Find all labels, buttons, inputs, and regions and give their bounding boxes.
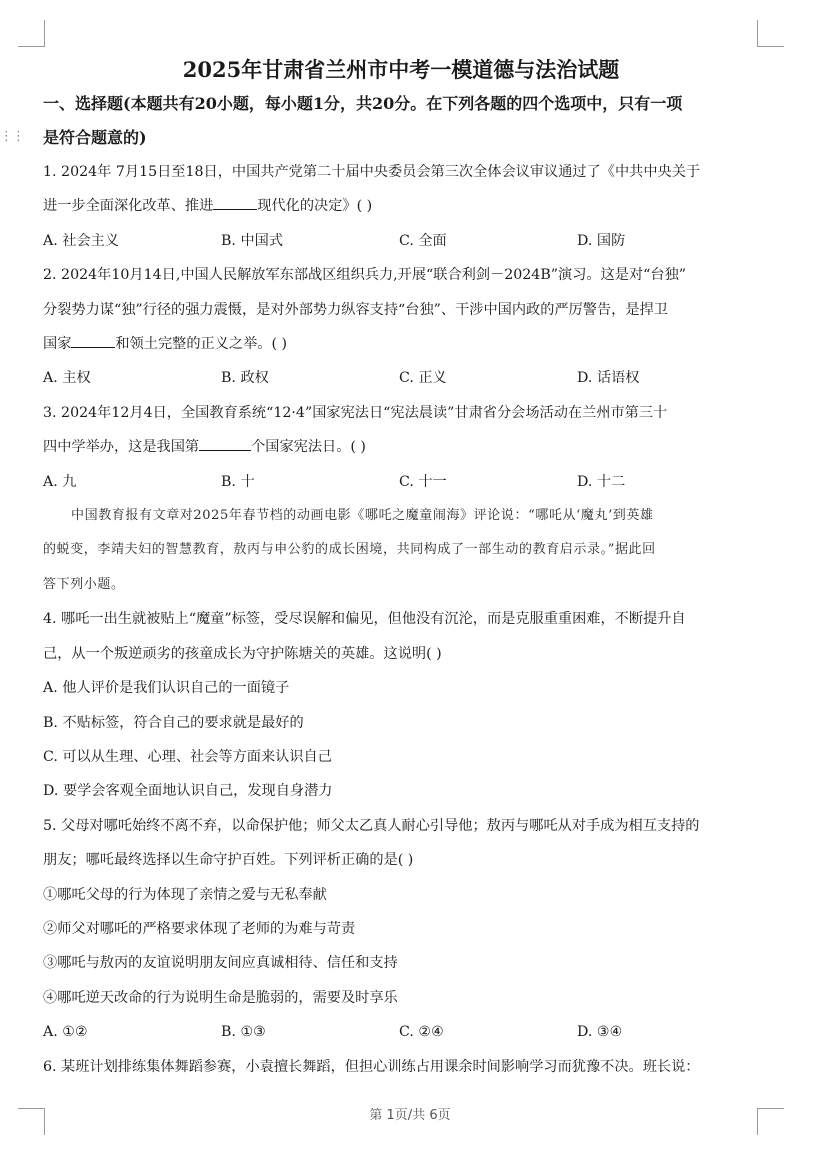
material-line1: 中国教育报有文章对2025年春节档的动画电影《哪吒之魔童闹海》评论说：“哪吒从‘魔丸’到英雄 <box>71 508 654 524</box>
q2-option-d[interactable]: D. 话语权 <box>577 370 640 387</box>
q2-line3: 国家 和领土完整的正义之举。( ) <box>43 327 759 361</box>
q2-option-c[interactable]: C. 正义 <box>399 370 447 387</box>
q4-line1: 4. 哪吒一出生就被贴上“魔童”标签，受尽误解和偏见，但他没有沉沦，而是克服重重困难，不断提升自 <box>43 611 686 628</box>
page-title: 2025年甘肃省兰州市中考一模道德与法治试题 <box>182 57 620 82</box>
q5-option-b[interactable]: B. ①③ <box>221 1024 266 1041</box>
q1-options <box>43 224 759 258</box>
q4-option-d[interactable]: D. 要学会客观全面地认识自己，发现自身潜力 <box>43 783 333 800</box>
crop-mark-top-right <box>757 20 784 47</box>
q3-option-b[interactable]: B. 十 <box>221 473 255 490</box>
answer-blank <box>71 331 115 348</box>
q5-options <box>43 1015 759 1049</box>
q4-line2: 己，从一个叛逆顽劣的孩童成长为守护陈塘关的英雄。这说明( ) <box>43 645 442 662</box>
page-number: 第 1页/共 6页 <box>369 1108 451 1123</box>
q3-option-d[interactable]: D. 十二 <box>577 473 626 490</box>
q5-line1: 5. 父母对哪吒始终不离不弃，以命保护他；师父太乙真人耐心引导他；敖丙与哪吒从对手成为相互支持的 <box>43 817 700 834</box>
q5-item-1: ①哪吒父母的行为体现了亲情之爱与无私奉献 <box>43 886 327 903</box>
q2-option-b[interactable]: B. 政权 <box>221 370 269 387</box>
q1-option-d[interactable]: D. 国防 <box>577 232 626 249</box>
q4-option-c[interactable]: C. 可以从生理、心理、社会等方面来认识自己 <box>43 748 332 765</box>
q4-option-a[interactable]: A. 他人评价是我们认识自己的一面镜子 <box>43 680 290 697</box>
material-line3: 答下列小题。 <box>43 576 125 592</box>
q3-line1: 3. 2024年12月4日，全国教育系统“12·4”国家宪法日“宪法晨读”甘肃省分会场活动在兰州市第三十 <box>43 404 668 421</box>
q3-options <box>43 465 759 499</box>
q4-option-b[interactable]: B. 不贴标签，符合自己的要求就是最好的 <box>43 714 304 731</box>
q5-item-2: ②师父对哪吒的严格要求体现了老师的为难与苛责 <box>43 920 356 937</box>
q2-line2: 分裂势力谋“独”行径的强力震慑，是对外部势力纵容支持“台独”、干涉中国内政的严厉警告，是捍卫 <box>43 301 668 318</box>
q2-line1: 2. 2024年10月14日,中国人民解放军东部战区组织兵力,开展“联合利剑－2024B”演习。这是对“台独” <box>43 267 687 284</box>
q1-line2: 进一步全面深化改革、推进 现代化的决定》( ) <box>43 189 759 223</box>
q5-item-4: ④哪吒逆天改命的行为说明生命是脆弱的，需要及时享乐 <box>43 989 398 1006</box>
crop-mark-top-left <box>18 20 45 47</box>
q5-item-3: ③哪吒与敖丙的友谊说明朋友间应真诚相待、信任和支持 <box>43 955 398 972</box>
q2-options <box>43 361 759 395</box>
drag-handle-icon[interactable]: ⋮⋮ <box>0 129 24 144</box>
q3-option-c[interactable]: C. 十一 <box>399 473 447 490</box>
document-body <box>43 54 759 1084</box>
answer-blank <box>213 193 257 210</box>
q1-line1: 1. 2024年 7月15日至18日，中国共产党第二十届中央委员会第三次全体会议审议通过了《中共中央关于 <box>43 164 701 180</box>
q6-line1: 6. 某班计划排练集体舞蹈参赛，小袁擅长舞蹈，但担心训练占用课余时间影响学习而犹豫不决。班长说： <box>43 1058 700 1075</box>
q1-option-a[interactable]: A. 社会主义 <box>43 232 120 249</box>
section-heading-line2: 是符合题意的) <box>43 128 147 147</box>
q5-option-d[interactable]: D. ③④ <box>577 1024 623 1041</box>
q5-option-c[interactable]: C. ②④ <box>399 1024 444 1041</box>
q1-option-c[interactable]: C. 全面 <box>399 232 447 249</box>
q3-line2: 四中学举办，这是我国第 个国家宪法日。( ) <box>43 430 759 464</box>
q5-line2: 朋友；哪吒最终选择以生命守护百姓。下列评析正确的是( ) <box>43 852 414 869</box>
q1-option-b[interactable]: B. 中国式 <box>221 232 284 249</box>
q2-option-a[interactable]: A. 主权 <box>43 370 91 387</box>
q5-option-a[interactable]: A. ①② <box>43 1024 88 1041</box>
material-line2: 的蜕变，李靖夫妇的智慧教育，敖丙与申公豹的成长困境，共同构成了一部生动的教育启示录。”据此回 <box>43 542 656 558</box>
answer-blank <box>199 434 251 451</box>
section-heading-line1: 一、选择题(本题共有20小题，每小题1分，共20分。在下列各题的四个选项中，只有一项 <box>43 94 683 113</box>
q3-option-a[interactable]: A. 九 <box>43 473 77 490</box>
